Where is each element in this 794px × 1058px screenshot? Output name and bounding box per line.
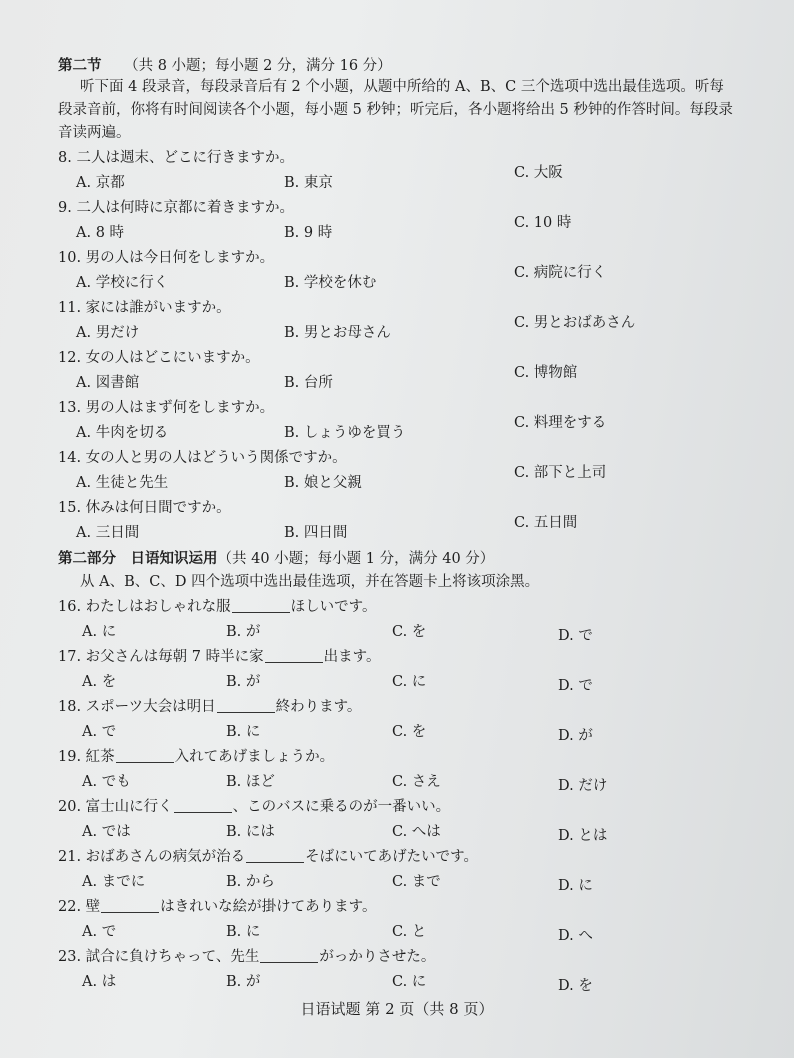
option: C. を: [392, 724, 427, 740]
stem-after: 出ます。: [323, 649, 381, 665]
option: B. には: [226, 824, 275, 840]
stem-before: 21. おばあさんの病気が治る: [58, 849, 246, 865]
question-stem: [58, 894, 738, 920]
question-stem: [58, 744, 738, 770]
part2-header: [58, 547, 738, 571]
stem-after: がっかりさせた。: [319, 949, 436, 965]
option: D. へ: [558, 928, 593, 944]
page-footer: 日语试题 第 2 页（共 8 页）: [300, 1000, 494, 1018]
stem-after: ほしいです。: [290, 599, 377, 615]
option: C. 男とおばあさん: [514, 315, 636, 331]
question-stem: 8. 二人は週末、どこに行きますか。: [58, 150, 294, 166]
option: C. 大阪: [514, 165, 563, 181]
option: A. で: [82, 724, 117, 740]
options-row: [58, 415, 738, 445]
question-stem: [58, 594, 738, 620]
option: A. 三日間: [76, 525, 140, 541]
question-stem: 12. 女の人はどこにいますか。: [58, 350, 260, 366]
options-row: [58, 970, 738, 994]
option: C. 10 時: [514, 215, 572, 231]
options-row: [58, 515, 738, 545]
option: C. と: [392, 924, 427, 940]
option: B. が: [226, 974, 261, 990]
option: C. へは: [392, 824, 441, 840]
options-row: [58, 770, 738, 794]
answer-blank: [116, 748, 174, 763]
question-stem: 11. 家には誰がいますか。: [58, 300, 231, 316]
option: D. で: [558, 628, 593, 644]
option: A. 男だけ: [76, 325, 140, 341]
section-header: [58, 56, 738, 76]
answer-blank: [217, 698, 275, 713]
option: D. とは: [558, 828, 608, 844]
answer-blank: [101, 898, 159, 913]
stem-after: 、このバスに乗るのが一番いい。: [232, 799, 451, 815]
answer-blank: [246, 848, 304, 863]
option: B. 男とお母さん: [284, 325, 391, 341]
options-row: [58, 920, 738, 944]
options-row: [58, 315, 738, 345]
option: B. 東京: [284, 175, 333, 191]
options-row: [58, 670, 738, 694]
listening-questions: [58, 145, 738, 545]
options-row: [58, 620, 738, 644]
stem-before: 18. スポーツ大会は明日: [58, 699, 216, 715]
options-row: [58, 870, 738, 894]
stem-after: そばにいてあげたいです。: [305, 849, 479, 865]
question-stem: [58, 944, 738, 970]
options-row: [58, 820, 738, 844]
options-row: [58, 465, 738, 495]
stem-before: 19. 紅茶: [58, 749, 115, 765]
answer-blank: [232, 598, 290, 613]
stem-before: 16. わたしはおしゃれな服: [58, 599, 231, 615]
answer-blank: [265, 648, 323, 663]
options-row: [58, 165, 738, 195]
option: C. を: [392, 624, 427, 640]
option: C. に: [392, 974, 427, 990]
option: B. が: [226, 674, 261, 690]
answer-blank: [260, 948, 318, 963]
part2-instructions: 从 A、B、C、D 四个选项中选出最佳选项，并在答题卡上将该项涂黑。: [80, 574, 540, 590]
option: A. は: [82, 974, 117, 990]
option: B. に: [226, 924, 261, 940]
option: A. 8 時: [76, 225, 125, 241]
stem-before: 17. お父さんは毎朝 7 時半に家: [58, 649, 264, 665]
options-row: [58, 265, 738, 295]
option: D. が: [558, 728, 593, 744]
option: D. を: [558, 978, 593, 994]
option: B. 台所: [284, 375, 333, 391]
question-stem: 15. 休みは何日間ですか。: [58, 500, 231, 516]
option: B. ほど: [226, 774, 275, 790]
option: B. 9 時: [284, 225, 333, 241]
option: C. まで: [392, 874, 441, 890]
question-stem: [58, 644, 738, 670]
grammar-questions: [58, 594, 738, 994]
question-stem: [58, 844, 738, 870]
option: A. 学校に行く: [76, 275, 169, 291]
part2-scoring: （共 40 小题；每小题 1 分，满分 40 分）: [217, 551, 495, 567]
question-stem: 10. 男の人は今日何をしますか。: [58, 250, 275, 266]
question-stem: [58, 694, 738, 720]
option: A. 生徒と先生: [76, 475, 169, 491]
options-row: [58, 215, 738, 245]
option: A. 牛肉を切る: [76, 425, 169, 441]
section-instructions: 听下面 4 段录音，每段录音后有 2 个小题，从题中所给的 A、B、C 三个选项中选出最佳选项。听每段录音前，你将有时间阅读各个小题，每小题 5 秒钟；听完后，各小题将给出 5 秒钟的作答时间。每段录音读两遍。: [58, 79, 733, 141]
options-row: [58, 365, 738, 395]
question-stem: 14. 女の人と男の人はどういう関係ですか。: [58, 450, 347, 466]
question-stem: 13. 男の人はまず何をしますか。: [58, 400, 275, 416]
stem-before: 22. 壁: [58, 899, 101, 915]
option: D. で: [558, 678, 593, 694]
option: C. に: [392, 674, 427, 690]
answer-blank: [174, 798, 232, 813]
option: C. 五日間: [514, 515, 578, 531]
option: A. では: [82, 824, 131, 840]
part2-title: 第二部分 日语知识运用: [58, 550, 218, 567]
option: A. 図書館: [76, 375, 140, 391]
option: B. 学校を休む: [284, 275, 377, 291]
option: C. さえ: [392, 774, 441, 790]
option: C. 博物館: [514, 365, 578, 381]
option: C. 部下と上司: [514, 465, 607, 481]
section-title: 第二节: [58, 57, 102, 74]
option: D. に: [558, 878, 593, 894]
option: A. でも: [82, 774, 131, 790]
question-stem: [58, 794, 738, 820]
option: A. 京都: [76, 175, 125, 191]
option: D. だけ: [558, 778, 608, 794]
option: A. を: [82, 674, 117, 690]
option: C. 料理をする: [514, 415, 607, 431]
stem-after: 入れてあげましょうか。: [174, 749, 335, 765]
option: A. で: [82, 924, 117, 940]
option: B. しょうゆを買う: [284, 425, 406, 441]
page-content: [58, 56, 738, 994]
option: A. までに: [82, 874, 146, 890]
options-row: [58, 720, 738, 744]
option: B. から: [226, 874, 275, 890]
option: A. に: [82, 624, 117, 640]
stem-before: 20. 富士山に行く: [58, 799, 173, 815]
stem-before: 23. 試合に負けちゃって、先生: [58, 949, 260, 965]
option: B. 娘と父親: [284, 475, 362, 491]
option: C. 病院に行く: [514, 265, 607, 281]
stem-after: はきれいな絵が掛けてあります。: [160, 899, 377, 915]
question-stem: 9. 二人は何時に京都に着きますか。: [58, 200, 294, 216]
option: B. が: [226, 624, 261, 640]
stem-after: 終わります。: [275, 699, 362, 715]
option: B. 四日間: [284, 525, 348, 541]
section-scoring: （共 8 小题；每小题 2 分，满分 16 分）: [124, 58, 392, 74]
option: B. に: [226, 724, 261, 740]
